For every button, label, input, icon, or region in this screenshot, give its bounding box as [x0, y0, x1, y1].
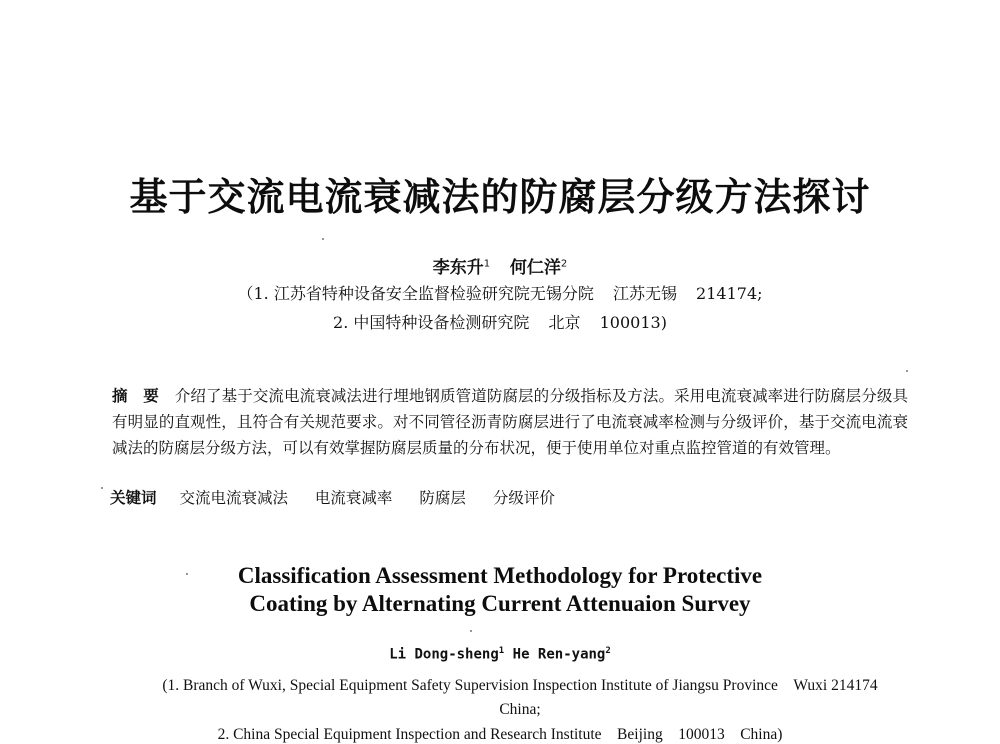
keyword-item: 交流电流衰减法 [179, 489, 288, 507]
abstract-label: 摘 要 [112, 387, 159, 405]
author-1-superscript-en: 1 [498, 646, 505, 656]
chinese-title: 基于交流电流衰减法的防腐层分级方法探讨 [129, 174, 871, 219]
affiliation-1-city: 江苏无锡 [612, 284, 677, 303]
chinese-affiliation-line-1 [0, 281, 1000, 304]
scan-speck [470, 630, 472, 632]
author-1-superscript: 1 [483, 258, 491, 270]
english-title-line-2: Coating by Alternating Current Attenuaion Survey [249, 591, 751, 616]
keyword-item: 电流衰减率 [314, 489, 393, 507]
affiliation-2-zip: 100013) [599, 313, 667, 332]
english-affiliation-line-1: (1. Branch of Wuxi, Special Equipment Safety Supervision Inspection Institute of Jiangsu Province Wuxi 214174 China; [162, 677, 894, 718]
affiliation-2-institution: 2. 中国特种设备检测研究院 [333, 313, 530, 332]
english-affiliation-line-2: 2. China Special Equipment Inspection and Research Institute Beijing 100013 China) [217, 726, 783, 743]
affiliation-1-institution: （1. 江苏省特种设备安全监督检验研究院无锡分院 [237, 284, 594, 303]
affiliation-2-city: 北京 [548, 313, 581, 332]
keywords-label: 关键词 [110, 489, 157, 507]
scan-speck [322, 238, 324, 240]
abstract-block [112, 383, 908, 461]
author-2-name: 何仁洋 [509, 258, 561, 278]
chinese-affiliation-line-2 [0, 310, 1000, 333]
keywords-line [110, 486, 577, 508]
scan-speck [906, 370, 908, 372]
keyword-item: 防腐层 [419, 489, 466, 507]
author-2-superscript-en: 2 [605, 646, 611, 656]
scan-speck [186, 573, 188, 575]
affiliation-1-zip: 214174; [696, 284, 763, 303]
english-title [0, 562, 1000, 618]
author-2-superscript: 2 [560, 258, 568, 270]
abstract-text: 介绍了基于交流电流衰减法进行埋地钢质管道防腐层的分级指标及方法。采用电流衰减率进行防腐层分级具有明显的直观性，且符合有关规范要求。对不同管径沥青防腐层进行了电流衰减率检测与分级评价，基于交流电流衰减法的防腐层分级方法，可以有效掌握防腐层质量的分布状况，便于使用单位对重点监控管道的有效管理。 [112, 387, 908, 457]
author-2-name-en: He Ren-yang [512, 646, 606, 663]
english-authors [0, 646, 1000, 663]
author-1-name-en: Li Dong-sheng [389, 646, 499, 663]
chinese-authors [0, 253, 1000, 278]
author-1-name: 李东升 [432, 258, 484, 278]
keyword-item: 分级评价 [492, 489, 555, 507]
english-title-line-1: Classification Assessment Methodology for Protective [237, 563, 763, 588]
scan-speck [101, 487, 103, 489]
